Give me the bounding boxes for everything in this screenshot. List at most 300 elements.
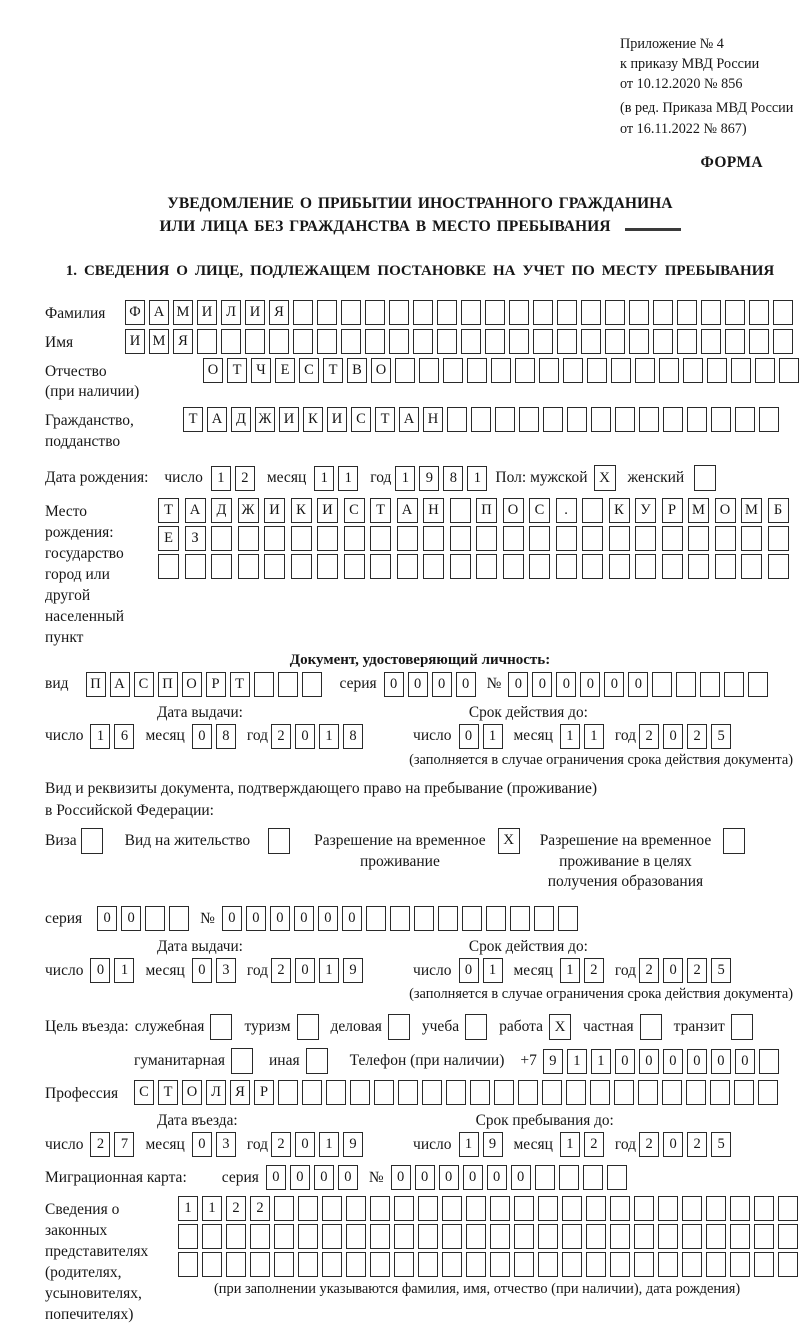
char-box[interactable]: Т <box>158 1080 178 1105</box>
char-box[interactable]: 0 <box>487 1165 507 1190</box>
char-box[interactable] <box>423 526 444 551</box>
representatives-line1-input[interactable] <box>178 1196 800 1221</box>
char-box[interactable]: Н <box>423 498 444 523</box>
char-box[interactable] <box>437 329 457 354</box>
char-box[interactable]: X <box>498 828 520 854</box>
char-box[interactable] <box>543 407 563 432</box>
char-box[interactable] <box>476 554 497 579</box>
char-box[interactable] <box>518 1080 538 1105</box>
char-box[interactable]: 0 <box>628 672 648 697</box>
char-box[interactable] <box>326 1080 346 1105</box>
char-box[interactable] <box>211 554 232 579</box>
char-box[interactable] <box>706 1224 726 1249</box>
char-box[interactable] <box>653 300 673 325</box>
char-box[interactable] <box>682 1252 702 1277</box>
char-box[interactable] <box>422 1080 442 1105</box>
char-box[interactable] <box>365 300 385 325</box>
sex-male-checkbox[interactable] <box>594 465 616 491</box>
char-box[interactable]: 0 <box>432 672 452 697</box>
char-box[interactable]: А <box>149 300 169 325</box>
char-box[interactable] <box>470 1080 490 1105</box>
birth-place-line3-input[interactable] <box>158 554 794 579</box>
char-box[interactable] <box>461 300 481 325</box>
char-box[interactable] <box>341 300 361 325</box>
char-box[interactable] <box>614 1080 634 1105</box>
char-box[interactable] <box>635 358 655 383</box>
char-box[interactable] <box>682 1224 702 1249</box>
char-box[interactable] <box>81 828 103 854</box>
char-box[interactable] <box>514 1252 534 1277</box>
char-box[interactable] <box>317 554 338 579</box>
char-box[interactable] <box>450 554 471 579</box>
char-box[interactable]: 0 <box>270 906 290 931</box>
char-box[interactable] <box>715 526 736 551</box>
char-box[interactable]: Р <box>206 672 226 697</box>
char-box[interactable] <box>634 1224 654 1249</box>
char-box[interactable]: З <box>185 526 206 551</box>
phone-input[interactable] <box>543 1049 783 1074</box>
char-box[interactable]: 0 <box>439 1165 459 1190</box>
char-box[interactable] <box>590 1080 610 1105</box>
char-box[interactable]: Ч <box>251 358 271 383</box>
char-box[interactable] <box>394 1196 414 1221</box>
char-box[interactable] <box>759 407 779 432</box>
char-box[interactable] <box>438 906 458 931</box>
char-box[interactable] <box>293 329 313 354</box>
char-box[interactable] <box>495 407 515 432</box>
purpose-private-checkbox[interactable] <box>640 1014 662 1040</box>
stay-valid-year-input[interactable] <box>639 958 735 983</box>
char-box[interactable]: 1 <box>319 724 339 749</box>
char-box[interactable] <box>586 1224 606 1249</box>
char-box[interactable]: 0 <box>663 1132 683 1157</box>
char-box[interactable] <box>446 1080 466 1105</box>
char-box[interactable] <box>538 1252 558 1277</box>
char-box[interactable] <box>778 1252 798 1277</box>
char-box[interactable] <box>677 300 697 325</box>
id-issue-month-input[interactable] <box>192 724 240 749</box>
char-box[interactable] <box>734 1080 754 1105</box>
char-box[interactable]: 1 <box>467 466 487 491</box>
char-box[interactable] <box>471 407 491 432</box>
char-box[interactable] <box>768 526 789 551</box>
char-box[interactable] <box>587 358 607 383</box>
char-box[interactable]: Р <box>254 1080 274 1105</box>
char-box[interactable]: 0 <box>735 1049 755 1074</box>
char-box[interactable] <box>535 1165 555 1190</box>
char-box[interactable]: С <box>344 498 365 523</box>
char-box[interactable]: Т <box>183 407 203 432</box>
char-box[interactable]: Ж <box>238 498 259 523</box>
char-box[interactable] <box>467 358 487 383</box>
profession-input[interactable] <box>134 1080 782 1105</box>
char-box[interactable] <box>658 1196 678 1221</box>
char-box[interactable]: М <box>688 498 709 523</box>
char-box[interactable]: 0 <box>97 906 117 931</box>
visa-checkbox[interactable] <box>81 828 103 854</box>
char-box[interactable]: У <box>635 498 656 523</box>
char-box[interactable]: 1 <box>202 1196 222 1221</box>
birth-year-input[interactable] <box>395 466 491 491</box>
char-box[interactable]: Я <box>269 300 289 325</box>
char-box[interactable]: 9 <box>343 958 363 983</box>
char-box[interactable]: К <box>609 498 630 523</box>
char-box[interactable] <box>250 1224 270 1249</box>
char-box[interactable] <box>322 1224 342 1249</box>
char-box[interactable] <box>418 1252 438 1277</box>
char-box[interactable] <box>264 526 285 551</box>
char-box[interactable] <box>688 526 709 551</box>
char-box[interactable]: 0 <box>604 672 624 697</box>
char-box[interactable]: 0 <box>295 724 315 749</box>
char-box[interactable] <box>652 672 672 697</box>
char-box[interactable] <box>264 554 285 579</box>
char-box[interactable]: Д <box>231 407 251 432</box>
char-box[interactable] <box>731 1014 753 1040</box>
char-box[interactable] <box>245 329 265 354</box>
char-box[interactable] <box>419 358 439 383</box>
char-box[interactable] <box>754 1196 774 1221</box>
char-box[interactable] <box>610 1224 630 1249</box>
stay-year-input[interactable] <box>639 1132 735 1157</box>
char-box[interactable] <box>302 1080 322 1105</box>
mig-number-input[interactable] <box>391 1165 631 1190</box>
char-box[interactable] <box>437 300 457 325</box>
id-valid-day-input[interactable] <box>459 724 507 749</box>
char-box[interactable]: Т <box>158 498 179 523</box>
char-box[interactable] <box>755 358 775 383</box>
char-box[interactable]: 0 <box>663 1049 683 1074</box>
char-box[interactable] <box>682 1196 702 1221</box>
char-box[interactable] <box>686 1080 706 1105</box>
char-box[interactable]: Т <box>227 358 247 383</box>
char-box[interactable]: 5 <box>711 958 731 983</box>
char-box[interactable] <box>609 526 630 551</box>
char-box[interactable] <box>634 1252 654 1277</box>
char-box[interactable] <box>370 526 391 551</box>
char-box[interactable]: 1 <box>560 1132 580 1157</box>
purpose-humanitarian-checkbox[interactable] <box>231 1048 253 1074</box>
char-box[interactable] <box>274 1252 294 1277</box>
char-box[interactable]: 5 <box>711 1132 731 1157</box>
char-box[interactable] <box>659 358 679 383</box>
char-box[interactable]: 2 <box>584 958 604 983</box>
char-box[interactable]: О <box>715 498 736 523</box>
char-box[interactable] <box>503 554 524 579</box>
surname-input[interactable] <box>125 300 797 325</box>
char-box[interactable] <box>639 407 659 432</box>
char-box[interactable]: X <box>594 465 616 491</box>
char-box[interactable]: Т <box>230 672 250 697</box>
char-box[interactable]: 0 <box>508 672 528 697</box>
char-box[interactable]: 0 <box>290 1165 310 1190</box>
char-box[interactable] <box>567 407 587 432</box>
char-box[interactable] <box>562 1252 582 1277</box>
char-box[interactable] <box>611 358 631 383</box>
char-box[interactable]: 0 <box>121 906 141 931</box>
char-box[interactable]: О <box>182 1080 202 1105</box>
char-box[interactable] <box>534 906 554 931</box>
char-box[interactable] <box>591 407 611 432</box>
char-box[interactable] <box>293 300 313 325</box>
char-box[interactable] <box>735 407 755 432</box>
id-number-input[interactable] <box>508 672 772 697</box>
entry-day-input[interactable] <box>90 1132 138 1157</box>
purpose-study-checkbox[interactable] <box>465 1014 487 1040</box>
char-box[interactable] <box>226 1252 246 1277</box>
char-box[interactable]: О <box>371 358 391 383</box>
char-box[interactable] <box>533 329 553 354</box>
char-box[interactable] <box>615 407 635 432</box>
char-box[interactable]: 0 <box>580 672 600 697</box>
representatives-line3-input[interactable] <box>178 1252 800 1277</box>
char-box[interactable] <box>538 1224 558 1249</box>
char-box[interactable] <box>658 1224 678 1249</box>
char-box[interactable] <box>638 1080 658 1105</box>
char-box[interactable]: 9 <box>419 466 439 491</box>
char-box[interactable] <box>773 329 793 354</box>
stay-issue-month-input[interactable] <box>192 958 240 983</box>
char-box[interactable] <box>556 554 577 579</box>
char-box[interactable] <box>640 1014 662 1040</box>
char-box[interactable] <box>423 554 444 579</box>
char-box[interactable]: 1 <box>338 466 358 491</box>
char-box[interactable] <box>486 906 506 931</box>
char-box[interactable] <box>413 300 433 325</box>
char-box[interactable] <box>662 526 683 551</box>
char-box[interactable] <box>442 1196 462 1221</box>
char-box[interactable] <box>556 526 577 551</box>
char-box[interactable] <box>759 1049 779 1074</box>
char-box[interactable]: 2 <box>639 724 659 749</box>
char-box[interactable]: Л <box>221 300 241 325</box>
char-box[interactable] <box>687 407 707 432</box>
stay-day-input[interactable] <box>459 1132 507 1157</box>
char-box[interactable] <box>539 358 559 383</box>
char-box[interactable]: X <box>549 1014 571 1040</box>
char-box[interactable]: Ж <box>255 407 275 432</box>
char-box[interactable] <box>447 407 467 432</box>
char-box[interactable] <box>346 1252 366 1277</box>
char-box[interactable]: 0 <box>391 1165 411 1190</box>
char-box[interactable]: О <box>182 672 202 697</box>
stay-valid-day-input[interactable] <box>459 958 507 983</box>
char-box[interactable]: 0 <box>408 672 428 697</box>
char-box[interactable] <box>629 329 649 354</box>
char-box[interactable] <box>707 358 727 383</box>
char-box[interactable]: И <box>197 300 217 325</box>
char-box[interactable]: И <box>125 329 145 354</box>
char-box[interactable] <box>586 1196 606 1221</box>
char-box[interactable] <box>607 1165 627 1190</box>
temp-residence-edu-checkbox[interactable] <box>723 828 745 854</box>
char-box[interactable]: 2 <box>271 958 291 983</box>
doc-kind-input[interactable] <box>86 672 326 697</box>
char-box[interactable] <box>317 300 337 325</box>
char-box[interactable]: 9 <box>543 1049 563 1074</box>
char-box[interactable] <box>389 329 409 354</box>
char-box[interactable]: 0 <box>532 672 552 697</box>
char-box[interactable] <box>586 1252 606 1277</box>
char-box[interactable] <box>559 1165 579 1190</box>
char-box[interactable] <box>710 1080 730 1105</box>
char-box[interactable] <box>397 554 418 579</box>
char-box[interactable] <box>202 1252 222 1277</box>
char-box[interactable] <box>397 526 418 551</box>
char-box[interactable] <box>210 1014 232 1040</box>
char-box[interactable] <box>274 1196 294 1221</box>
char-box[interactable] <box>514 1196 534 1221</box>
char-box[interactable] <box>254 672 274 697</box>
char-box[interactable] <box>231 1048 253 1074</box>
char-box[interactable]: 0 <box>338 1165 358 1190</box>
birth-place-line1-input[interactable] <box>158 498 794 523</box>
char-box[interactable] <box>749 300 769 325</box>
char-box[interactable] <box>394 1252 414 1277</box>
char-box[interactable] <box>662 1080 682 1105</box>
char-box[interactable]: Я <box>173 329 193 354</box>
char-box[interactable] <box>370 1224 390 1249</box>
char-box[interactable] <box>557 329 577 354</box>
char-box[interactable]: Р <box>662 498 683 523</box>
char-box[interactable]: 2 <box>226 1196 246 1221</box>
char-box[interactable] <box>582 498 603 523</box>
char-box[interactable] <box>610 1252 630 1277</box>
stay-series-input[interactable] <box>97 906 193 931</box>
char-box[interactable] <box>723 828 745 854</box>
char-box[interactable]: 1 <box>319 1132 339 1157</box>
char-box[interactable] <box>635 554 656 579</box>
purpose-other-checkbox[interactable] <box>306 1048 328 1074</box>
char-box[interactable]: Д <box>211 498 232 523</box>
char-box[interactable] <box>202 1224 222 1249</box>
char-box[interactable] <box>557 300 577 325</box>
purpose-business-checkbox[interactable] <box>388 1014 410 1040</box>
char-box[interactable] <box>442 1252 462 1277</box>
char-box[interactable] <box>778 1196 798 1221</box>
char-box[interactable] <box>758 1080 778 1105</box>
char-box[interactable] <box>653 329 673 354</box>
char-box[interactable] <box>298 1252 318 1277</box>
char-box[interactable]: 0 <box>192 958 212 983</box>
id-issue-year-input[interactable] <box>271 724 367 749</box>
char-box[interactable]: 2 <box>639 1132 659 1157</box>
char-box[interactable]: 0 <box>266 1165 286 1190</box>
char-box[interactable] <box>605 300 625 325</box>
char-box[interactable]: 0 <box>90 958 110 983</box>
char-box[interactable] <box>145 906 165 931</box>
purpose-work-checkbox[interactable] <box>549 1014 571 1040</box>
char-box[interactable]: 9 <box>483 1132 503 1157</box>
char-box[interactable] <box>278 1080 298 1105</box>
char-box[interactable]: 0 <box>246 906 266 931</box>
char-box[interactable]: 0 <box>663 958 683 983</box>
char-box[interactable]: 0 <box>318 906 338 931</box>
char-box[interactable] <box>706 1196 726 1221</box>
char-box[interactable] <box>370 554 391 579</box>
char-box[interactable]: 2 <box>271 724 291 749</box>
char-box[interactable] <box>538 1196 558 1221</box>
char-box[interactable] <box>485 300 505 325</box>
char-box[interactable]: 0 <box>222 906 242 931</box>
char-box[interactable] <box>398 1080 418 1105</box>
char-box[interactable] <box>466 1224 486 1249</box>
char-box[interactable]: 1 <box>395 466 415 491</box>
char-box[interactable] <box>443 358 463 383</box>
char-box[interactable] <box>278 672 298 697</box>
char-box[interactable] <box>322 1196 342 1221</box>
char-box[interactable]: И <box>264 498 285 523</box>
char-box[interactable] <box>388 1014 410 1040</box>
char-box[interactable] <box>226 1224 246 1249</box>
char-box[interactable]: Т <box>323 358 343 383</box>
char-box[interactable] <box>306 1048 328 1074</box>
stay-issue-year-input[interactable] <box>271 958 367 983</box>
char-box[interactable]: Я <box>230 1080 250 1105</box>
char-box[interactable]: 1 <box>178 1196 198 1221</box>
char-box[interactable]: 0 <box>687 1049 707 1074</box>
char-box[interactable] <box>542 1080 562 1105</box>
char-box[interactable]: 0 <box>294 906 314 931</box>
char-box[interactable]: 1 <box>560 724 580 749</box>
char-box[interactable] <box>317 526 338 551</box>
char-box[interactable] <box>211 526 232 551</box>
char-box[interactable] <box>466 1252 486 1277</box>
char-box[interactable] <box>701 300 721 325</box>
char-box[interactable] <box>725 300 745 325</box>
char-box[interactable] <box>394 1224 414 1249</box>
char-box[interactable]: Т <box>370 498 391 523</box>
purpose-tourism-checkbox[interactable] <box>297 1014 319 1040</box>
char-box[interactable]: П <box>86 672 106 697</box>
char-box[interactable] <box>298 1196 318 1221</box>
char-box[interactable]: 1 <box>591 1049 611 1074</box>
char-box[interactable]: 0 <box>415 1165 435 1190</box>
char-box[interactable]: 8 <box>443 466 463 491</box>
char-box[interactable]: 0 <box>295 958 315 983</box>
char-box[interactable] <box>582 554 603 579</box>
stay-month-input[interactable] <box>560 1132 608 1157</box>
char-box[interactable] <box>178 1252 198 1277</box>
char-box[interactable] <box>274 1224 294 1249</box>
char-box[interactable]: А <box>397 498 418 523</box>
char-box[interactable] <box>754 1224 774 1249</box>
char-box[interactable]: . <box>556 498 577 523</box>
representatives-line2-input[interactable] <box>178 1224 800 1249</box>
id-issue-day-input[interactable] <box>90 724 138 749</box>
char-box[interactable]: С <box>351 407 371 432</box>
char-box[interactable] <box>741 554 762 579</box>
char-box[interactable]: 0 <box>342 906 362 931</box>
char-box[interactable]: 0 <box>384 672 404 697</box>
char-box[interactable]: 1 <box>483 958 503 983</box>
char-box[interactable] <box>519 407 539 432</box>
char-box[interactable] <box>414 906 434 931</box>
char-box[interactable] <box>476 526 497 551</box>
char-box[interactable] <box>494 1080 514 1105</box>
char-box[interactable]: 0 <box>459 958 479 983</box>
char-box[interactable] <box>344 526 365 551</box>
char-box[interactable]: 3 <box>216 958 236 983</box>
char-box[interactable] <box>374 1080 394 1105</box>
char-box[interactable]: Е <box>275 358 295 383</box>
char-box[interactable] <box>663 407 683 432</box>
char-box[interactable] <box>634 1196 654 1221</box>
char-box[interactable]: 1 <box>211 466 231 491</box>
char-box[interactable] <box>197 329 217 354</box>
char-box[interactable] <box>694 465 716 491</box>
char-box[interactable] <box>302 672 322 697</box>
